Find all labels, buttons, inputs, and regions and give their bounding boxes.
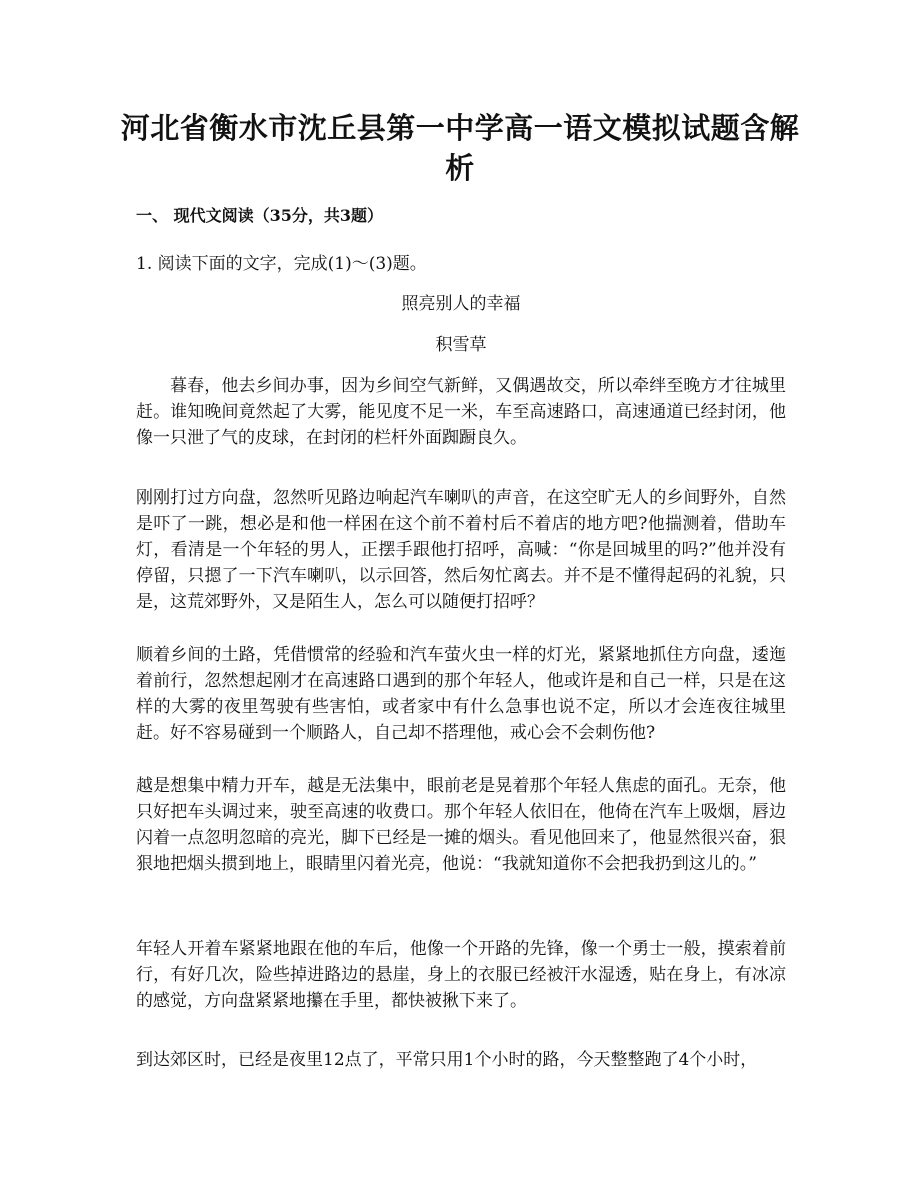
paragraph-5: 年轻人开着车紧紧地跟在他的车后，他像一个开路的先锋，像一个勇士一般，摸索着前行，有好几次，险些掉进路边的悬崖，身上的衣服已经被汗水湿透，贴在身上，有冰凉的感觉，方向盘紧紧地攥在手里，都快被揪下来了。	[136, 939, 786, 1011]
paragraph-3: 顺着乡间的土路，凭借惯常的经验和汽车萤火虫一样的灯光，紧紧地抓住方向盘，逶迤着前行，忽然想起刚才在高速路口遇到的那个年轻人，他或许是和自己一样，只是在这样的大雾的夜里驾驶有些害怕，或者家中有什么急事也说不定，所以才会连夜往城里赶。好不容易碰到一个顺路人，自己却不搭理他，戒心会不会刺伤他?	[136, 645, 786, 743]
story-title: 照亮别人的幸福	[401, 294, 521, 314]
paragraph-6: 到达郊区时，已经是夜里12点了，平常只用1个小时的路，今天整整跑了4个小时，	[136, 1050, 758, 1070]
section-heading: 一、 现代文阅读（35分，共3题）	[136, 206, 383, 225]
document-title: 河北省衡水市沈丘县第一中学高一语文模拟试题含解析	[120, 111, 800, 185]
question-intro: 1. 阅读下面的文字，完成(1)～(3)题。	[136, 254, 427, 274]
story-author: 积雪草	[435, 335, 487, 355]
paragraph-1: 暮春，他去乡间办事，因为乡间空气新鲜，又偶遇故交，所以牵绊至晚方才往城里赶。谁知晚间竟然起了大雾，能见度不足一米，车至高速路口，高速通道已经封闭，他像一只泄了气的皮球，在封闭的栏杆外面踟蹰良久。	[136, 376, 786, 448]
paragraph-4: 越是想集中精力开车，越是无法集中，眼前老是晃着那个年轻人焦虑的面孔。无奈，他只好把车头调过来，驶至高速的收费口。那个年轻人依旧在，他倚在汽车上吸烟，唇边闪着一点忽明忽暗的亮光，脚下已经是一摊的烟头。看见他回来了，他显然很兴奋，狠狠地把烟头掼到地上，眼睛里闪着光亮，他说：“我就知道你不会把我扔到这儿的。”	[136, 776, 786, 874]
paragraph-2: 刚刚打过方向盘，忽然听见路边响起汽车喇叭的声音，在这空旷无人的乡间野外，自然是吓了一跳，想必是和他一样困在这个前不着村后不着店的地方吧?他揣测着，借助车灯，看清是一个年轻的男人，正摆手跟他打招呼，高喊：“你是回城里的吗?”他并没有停留，只摁了一下汽车喇叭，以示回答，然后匆忙离去。并不是不懂得起码的礼貌，只是，这荒郊野外，又是陌生人，怎么可以随便打招呼？	[136, 488, 786, 612]
